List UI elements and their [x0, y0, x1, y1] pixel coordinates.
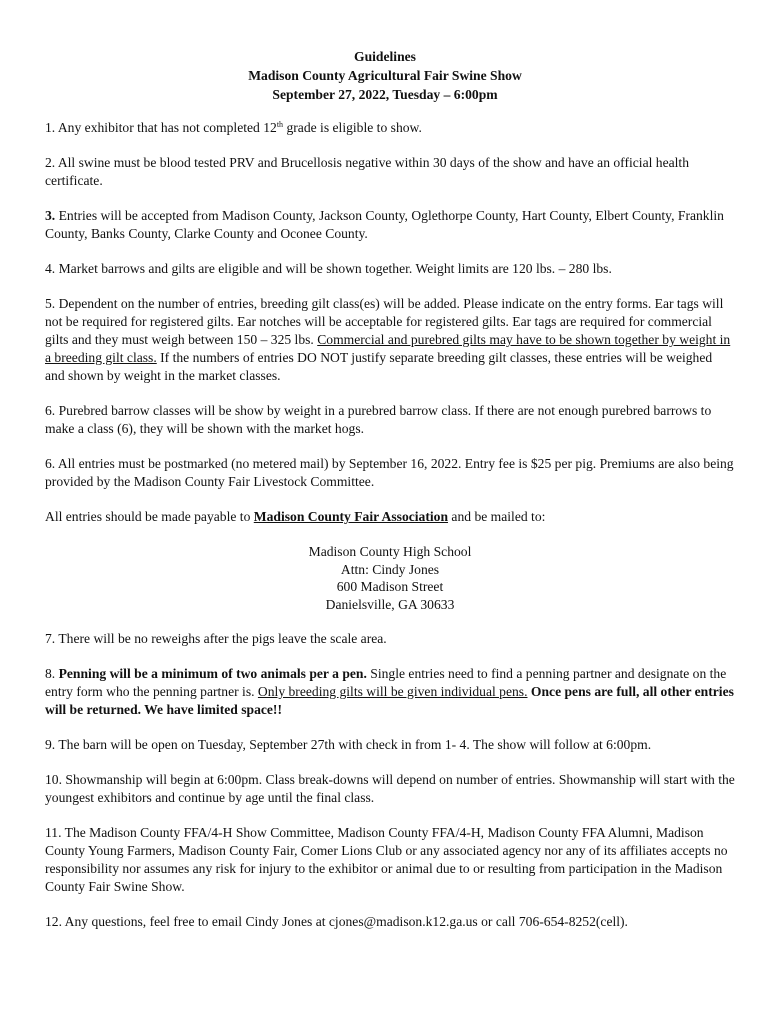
address-line: Attn: Cindy Jones [340, 561, 440, 577]
document-title: Guidelines [354, 49, 416, 64]
rule-9: 9. The barn will be open on Tuesday, September 27th with check in from 1- 4. The show will follow at 6:00pm. [45, 737, 652, 752]
payment-text: and be mailed to: [448, 509, 546, 524]
rule-6-barrows: 6. Purebred barrow classes will be show by weight in a purebred barrow class. If there are not enough purebred barrows to make a class (6), they will be shown with the market hogs. [45, 403, 712, 436]
rule-number: 3. [45, 208, 56, 223]
bold-text: Once pens are full, all other entries will be returned. We have limited space!! [45, 684, 734, 717]
bold-text: Penning will be a minimum of two animals per a pen. [58, 666, 367, 681]
event-date: September 27, 2022, Tuesday – 6:00pm [272, 87, 498, 102]
rule-text: grade is eligible to show. [283, 120, 422, 135]
superscript-th: th [276, 120, 284, 129]
rule-number: 1. [45, 120, 56, 135]
rule-11: 11. The Madison County FFA/4-H Show Committee, Madison County FFA/4-H, Madison County FFA Alumni, Madison County Young Farmers, Madison County Fair, Comer Lions Club or any associated agency nor any of its affiliates accepts no responsibility nor assumes any risk for injury to the exhibitor or animal due to or resulting from participation in the Madison County Fair Swine Show. [45, 825, 728, 894]
payment-text: All entries should be made payable to [45, 509, 254, 524]
rule-6-entries: 6. All entries must be postmarked (no metered mail) by September 16, 2022. Entry fee is $25 per pig. Premiums are also being provided by the Madison County Fair Livestock Committee. [45, 456, 734, 489]
rule-7: 7. There will be no reweighs after the pigs leave the scale area. [45, 631, 387, 646]
address-line: Danielsville, GA 30633 [325, 596, 455, 612]
rule-text: 5. Dependent on the number of entries, breeding gilt class(es) will be added. Please indicate on the entry forms. Ear tags will not be required for registered gilts. Ear notches will be acceptable for registered gilts. Ear tags are required for commercial gilts and they must weigh between 150 – 325 lbs. [45, 296, 724, 347]
mailing-address [45, 543, 735, 613]
rule-12: 12. Any questions, feel free to email Cindy Jones at cjones@madison.k12.ga.us or call 706-654-8252(cell). [45, 914, 628, 929]
address-line: 600 Madison Street [336, 579, 444, 594]
rule-2: 2. All swine must be blood tested PRV and Brucellosis negative within 30 days of the show and have an official health certificate. [45, 155, 690, 188]
rule-4: 4. Market barrows and gilts are eligible and will be shown together. Weight limits are 120 lbs. – 280 lbs. [45, 261, 612, 276]
rule-number: 8. [45, 666, 59, 681]
underlined-text: Only breeding gilts will be given individual pens. [257, 684, 528, 699]
payee-name: Madison County Fair Association [253, 509, 449, 524]
address-line: Madison County High School [308, 544, 472, 559]
rule-3 [45, 207, 735, 243]
document-header [0, 47, 770, 104]
underlined-text: Commercial and purebred gilts may have to be shown together by weight in a breeding gilt class. [45, 332, 731, 365]
rule-10: 10. Showmanship will begin at 6:00pm. Class break-downs will depend on number of entries. Showmanship will start with the youngest exhibitors and continue by age until the final class. [45, 772, 735, 805]
payment-instructions [45, 508, 735, 526]
event-name: Madison County Agricultural Fair Swine Show [248, 68, 522, 83]
rule-8 [45, 665, 735, 719]
rule-text: If the numbers of entries DO NOT justify separate breeding gilt classes, these entries will be weighed and shown by weight in the market classes. [45, 350, 713, 383]
rule-5 [45, 295, 735, 385]
rule-1 [45, 119, 735, 137]
rule-text: Entries will be accepted from Madison County, Jackson County, Oglethorpe County, Hart County, Elbert County, Franklin County, Banks County, Clarke County and Oconee County. [45, 208, 724, 241]
rule-text: Single entries need to find a penning partner and designate on the entry form who the penning partner is. [45, 666, 727, 699]
rule-text: Any exhibitor that has not completed 12 [57, 120, 277, 135]
guidelines-body [45, 119, 735, 948]
